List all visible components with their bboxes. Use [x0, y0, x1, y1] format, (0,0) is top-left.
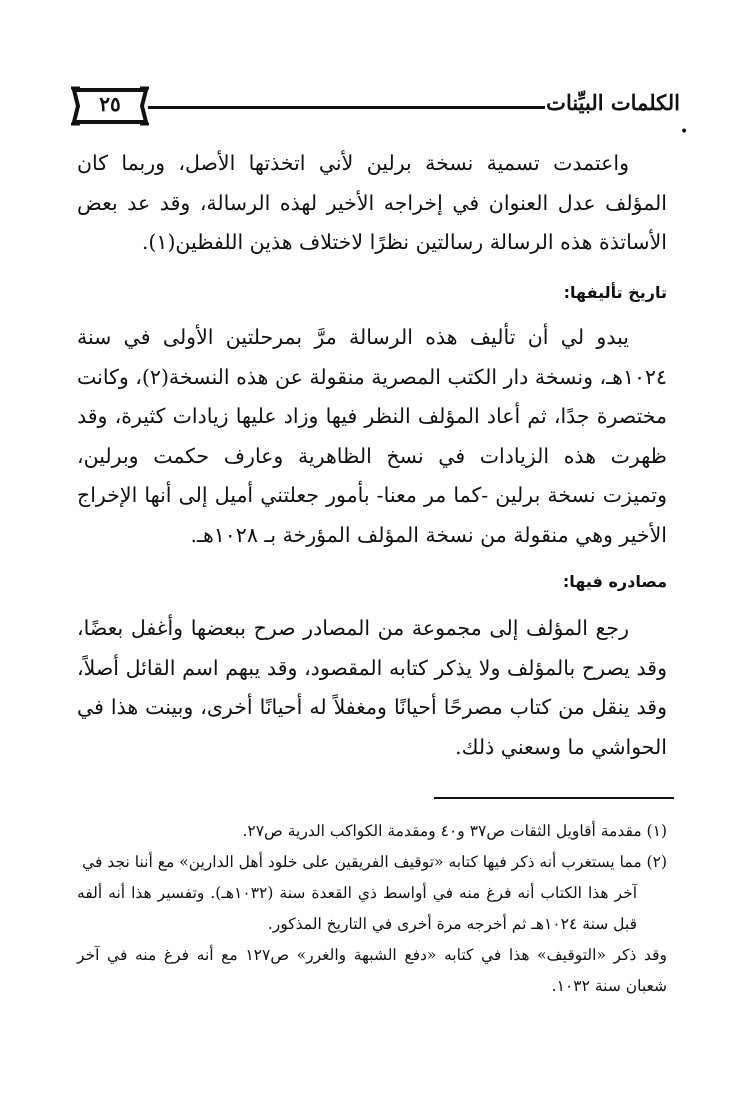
footnote-2-note: وقد ذكر «التوقيف» هذا في كتابه «دفع الشبهة والغرر» ص١٢٧ مع أنه فرغ منه في آخر شعبان سنة ١٠٣٢. [77, 946, 667, 995]
header-rule [148, 106, 545, 109]
section-heading-composition-date: تاريخ تأليفها: [563, 283, 667, 302]
footnote-2-continuation: آخر هذا الكتاب أنه فرغ منه في أواسط ذي القعدة سنة (١٠٣٢هـ). وتفسير هذا أنه ألفه قبل سنة ١٠٢٤هـ ثم أخرجه مرة أخرى في التاريخ المذكور. [77, 884, 637, 933]
book-title: الكلمات البيِّنات [546, 90, 680, 115]
composition-date-block [77, 318, 667, 555]
header-dot: • [680, 124, 689, 140]
footnote-2-first-line: (٢) مما يستغرب أنه ذكر فيها كتابه «توقيف الفريقين على خلود أهل الدارين» مع أننا نجد في [82, 853, 667, 871]
footnotes [77, 816, 667, 1002]
page-number: ٢٥ [99, 92, 121, 116]
intro-paragraph-block [77, 144, 667, 263]
intro-paragraph: واعتمدت تسمية نسخة برلين لأني اتخذتها الأصل، وربما كان المؤلف عدل العنوان في إخراجه الأخير لهذه الرسالة، وقد عد بعض الأساتذة هذه الرسالة رسالتين نظرًا لاختلاف هذين اللفظين(١). [77, 151, 667, 254]
section-heading-sources: مصادره فيها: [562, 572, 667, 591]
footnote-1: (١) مقدمة أقاويل الثقات ص٣٧ و٤٠ ومقدمة الكواكب الدرية ص٢٧. [242, 822, 667, 840]
running-header [70, 86, 689, 140]
footnote-separator [434, 797, 674, 799]
sources-block [77, 609, 667, 767]
sources-paragraph: رجع المؤلف إلى مجموعة من المصادر صرح ببعضها وأغفل بعضًا، وقد يصرح بالمؤلف ولا يذكر كتابه المقصود، وقد يبهم اسم القائل أصلاً، وقد ينقل من كتاب مصرحًا أحيانًا ومغفلاً له أحيانًا أخرى، وبينت هذا في الحواشي ما وسعني ذلك. [77, 616, 667, 759]
page-number-frame [70, 86, 150, 126]
composition-date-paragraph: يبدو لي أن تأليف هذه الرسالة مرَّ بمرحلتين الأولى في سنة ١٠٢٤هـ، ونسخة دار الكتب المصرية منقولة عن هذه النسخة(٢)، وكانت مختصرة جدًا، ثم أعاد المؤلف النظر فيها وزاد عليها زيادات كثيرة، وقد ظهرت هذه الزيادات في نسخ الظاهرية وعارف حكمت وبرلين، وتميزت نسخة برلين -كما مر معنا- بأمور جعلتني أميل إلى أنها الإخراج الأخير وهي منقولة من نسخة المؤلف المؤرخة بـ ١٠٢٨هـ. [77, 325, 668, 547]
